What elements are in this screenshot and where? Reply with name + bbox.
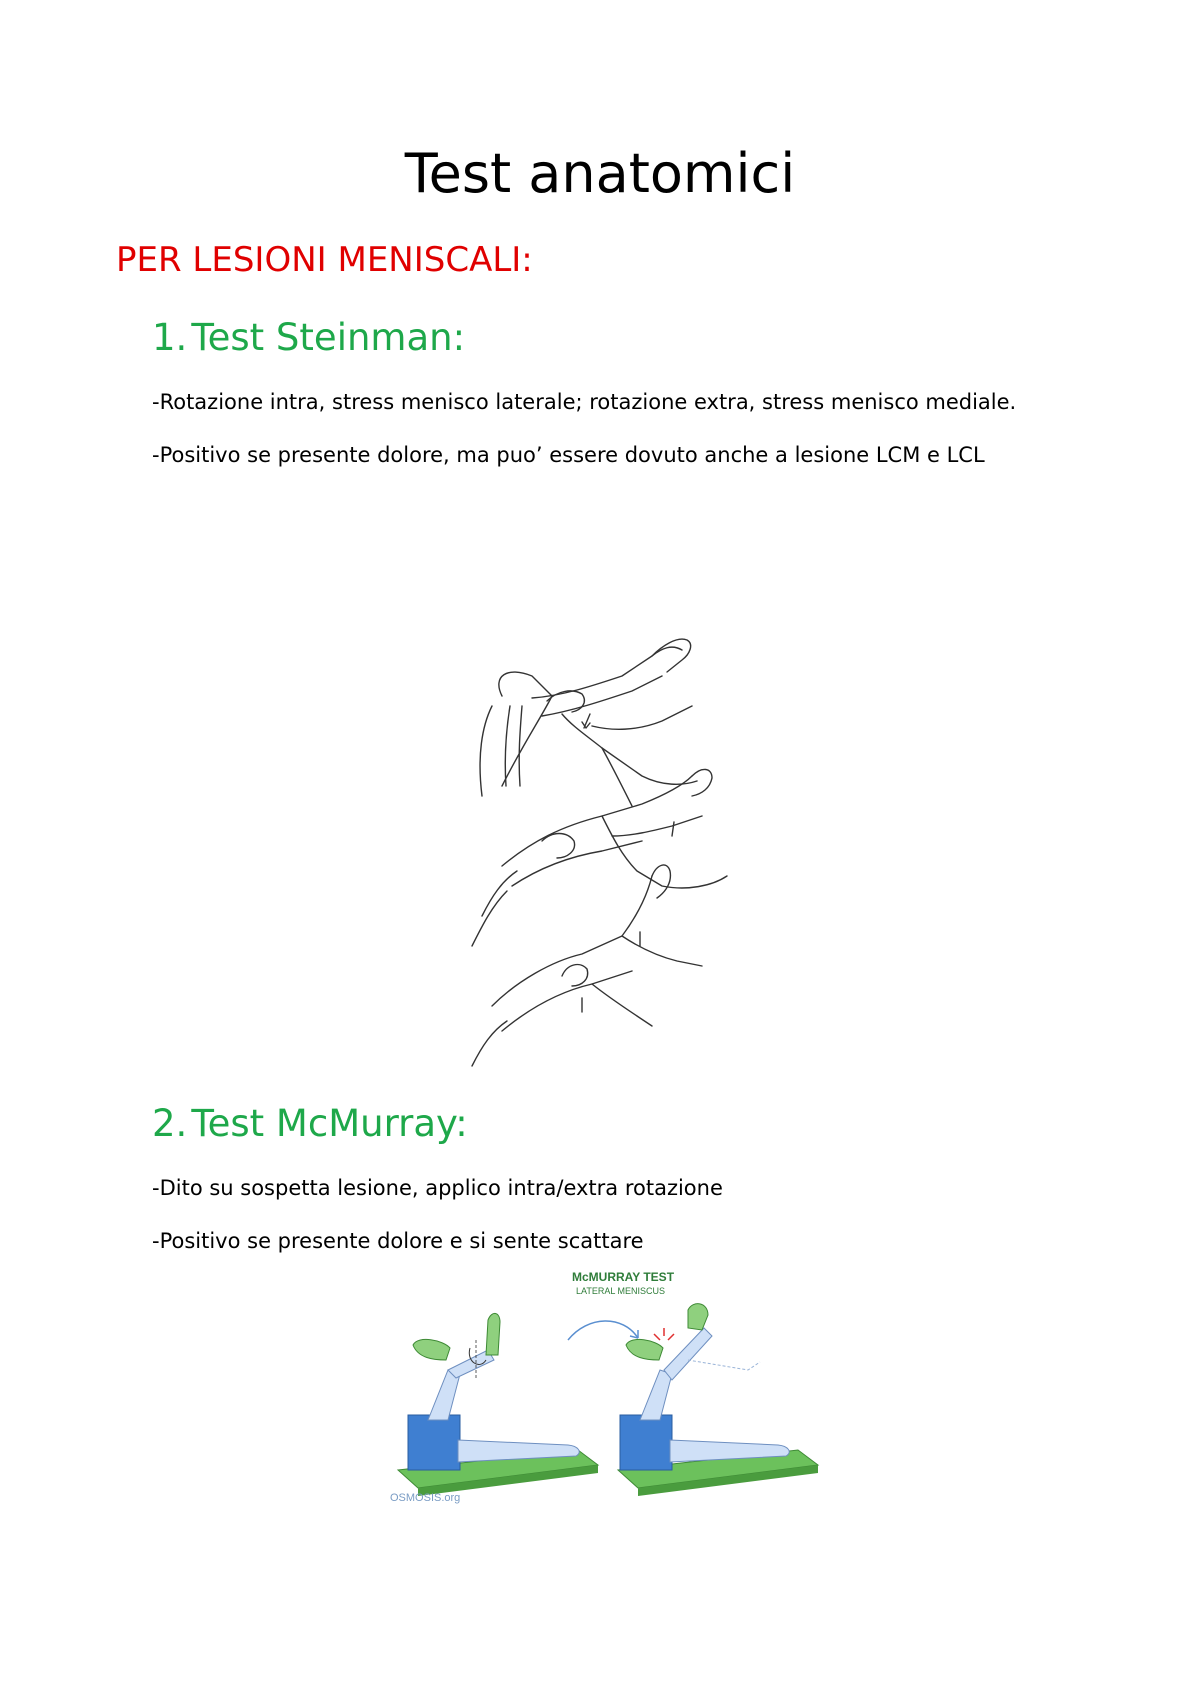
mcmurray-label-title: McMURRAY TEST bbox=[572, 1270, 675, 1284]
mcmurray-label-subtitle: LATERAL MENISCUS bbox=[576, 1286, 666, 1296]
steinman-illustration bbox=[462, 636, 762, 1076]
steinman-drawing bbox=[462, 636, 762, 1076]
osmosis-credit: OSMOSIS.org bbox=[390, 1492, 461, 1504]
item-title: Test McMurray: bbox=[191, 1102, 468, 1145]
section-heading: PER LESIONI MENISCALI: bbox=[116, 240, 533, 280]
steinman-line-2: -Positivo se presente dolore, ma puo’ essere dovuto anche a lesione LCM e LCL bbox=[152, 443, 985, 467]
mcmurray-illustration bbox=[388, 1270, 858, 1515]
mcmurray-line-2: -Positivo se presente dolore e si sente scattare bbox=[152, 1229, 644, 1253]
item-number: 1. bbox=[152, 316, 188, 359]
item-number: 2. bbox=[152, 1102, 188, 1145]
steinman-line-1: -Rotazione intra, stress menisco laterale; rotazione extra, stress menisco mediale. bbox=[152, 390, 1017, 414]
item-heading-mcmurray bbox=[152, 1102, 468, 1145]
item-title: Test Steinman: bbox=[191, 316, 466, 359]
mcmurray-line-1: -Dito su sospetta lesione, applico intra/extra rotazione bbox=[152, 1176, 723, 1200]
mcmurray-drawing bbox=[388, 1270, 858, 1515]
page-title: Test anatomici bbox=[404, 142, 796, 205]
item-heading-steinman bbox=[152, 316, 465, 359]
